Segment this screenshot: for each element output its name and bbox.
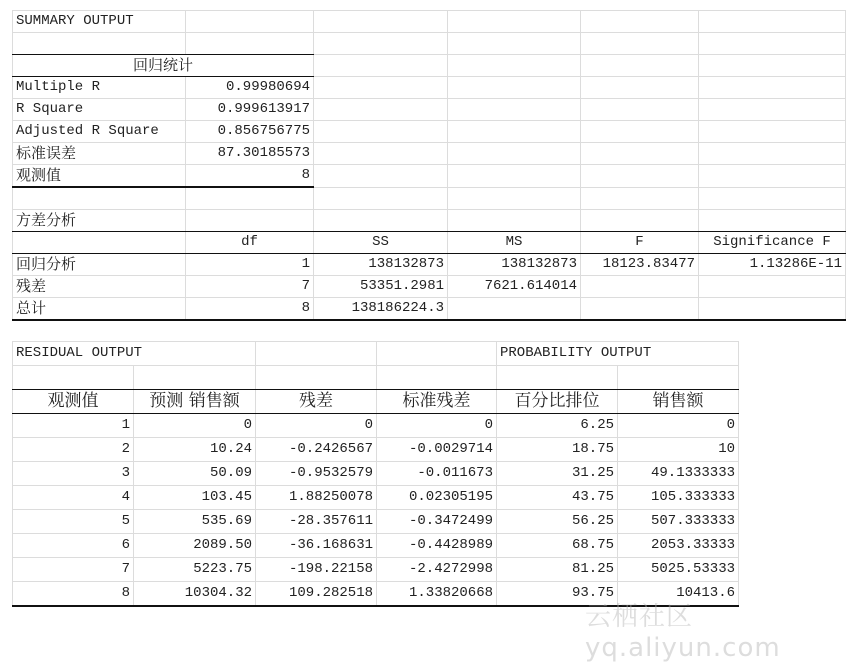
empty-cell[interactable] <box>13 366 134 390</box>
residual-value[interactable]: 93.75 <box>497 582 618 607</box>
residual-value[interactable]: 6.25 <box>497 414 618 438</box>
residual-value[interactable]: 109.282518 <box>256 582 377 607</box>
table-row <box>13 342 739 366</box>
table-row <box>13 534 739 558</box>
empty-cell[interactable] <box>699 210 846 232</box>
residual-value[interactable]: -198.22158 <box>256 558 377 582</box>
residual-header[interactable]: 标准残差 <box>377 390 497 414</box>
residual-value[interactable]: 10413.6 <box>618 582 739 607</box>
residual-value[interactable]: 2053.33333 <box>618 534 739 558</box>
empty-cell[interactable] <box>618 366 739 390</box>
residual-value[interactable]: 50.09 <box>134 462 256 486</box>
residual-value[interactable]: -36.168631 <box>256 534 377 558</box>
residual-value[interactable]: 2089.50 <box>134 534 256 558</box>
empty-cell[interactable] <box>581 33 699 55</box>
table-row <box>13 486 739 510</box>
residual-header[interactable]: 销售额 <box>618 390 739 414</box>
residual-value[interactable]: 0 <box>134 414 256 438</box>
empty-cell[interactable] <box>377 366 497 390</box>
table-row <box>13 77 846 99</box>
empty-cell[interactable] <box>256 366 377 390</box>
empty-cell[interactable] <box>377 342 497 366</box>
table-row <box>13 187 846 210</box>
table-row <box>13 276 846 298</box>
table-row <box>13 510 739 534</box>
empty-cell[interactable] <box>699 121 846 143</box>
anova-header[interactable]: MS <box>448 232 581 254</box>
residual-value[interactable]: 49.1333333 <box>618 462 739 486</box>
table-row <box>13 143 846 165</box>
empty-cell[interactable] <box>256 342 377 366</box>
anova-value[interactable]: 7621.614014 <box>448 276 581 298</box>
anova-row-label[interactable]: 残差 <box>13 276 186 298</box>
empty-cell[interactable] <box>448 187 581 210</box>
stat-value[interactable]: 0.856756775 <box>186 121 314 143</box>
stat-label[interactable]: 标准误差 <box>13 143 186 165</box>
empty-cell[interactable] <box>448 121 581 143</box>
anova-value[interactable] <box>699 276 846 298</box>
empty-cell[interactable] <box>581 55 699 77</box>
empty-cell[interactable] <box>699 55 846 77</box>
table-row <box>13 414 739 438</box>
table-row <box>13 438 739 462</box>
anova-value[interactable]: 18123.83477 <box>581 254 699 276</box>
empty-cell[interactable] <box>448 165 581 188</box>
anova-value[interactable]: 53351.2981 <box>314 276 448 298</box>
residual-value[interactable]: 43.75 <box>497 486 618 510</box>
empty-cell[interactable] <box>134 366 256 390</box>
residual-value[interactable]: 1 <box>13 414 134 438</box>
empty-cell[interactable] <box>186 210 314 232</box>
table-row <box>13 99 846 121</box>
empty-cell[interactable] <box>314 55 448 77</box>
residual-header[interactable]: 百分比排位 <box>497 390 618 414</box>
residual-header[interactable]: 预测 销售额 <box>134 390 256 414</box>
table-row <box>13 11 846 33</box>
table-row <box>13 390 739 414</box>
residual-value[interactable]: 5025.53333 <box>618 558 739 582</box>
empty-cell[interactable] <box>314 11 448 33</box>
residual-value[interactable]: -0.9532579 <box>256 462 377 486</box>
empty-cell[interactable] <box>314 165 448 188</box>
anova-row-label[interactable]: 总计 <box>13 298 186 321</box>
empty-cell[interactable] <box>699 77 846 99</box>
residual-value[interactable]: 2 <box>13 438 134 462</box>
anova-header[interactable]: SS <box>314 232 448 254</box>
residual-value[interactable]: 10.24 <box>134 438 256 462</box>
stat-label[interactable]: 观测值 <box>13 165 186 188</box>
empty-cell[interactable] <box>314 143 448 165</box>
stat-value[interactable]: 87.30185573 <box>186 143 314 165</box>
stat-value[interactable]: 0.99980694 <box>186 77 314 99</box>
residual-value[interactable]: 7 <box>13 558 134 582</box>
stat-label[interactable]: Multiple R <box>13 77 186 99</box>
table-row <box>13 298 846 321</box>
residual-value[interactable]: 535.69 <box>134 510 256 534</box>
residual-value[interactable]: -28.357611 <box>256 510 377 534</box>
empty-cell[interactable] <box>314 187 448 210</box>
empty-cell[interactable] <box>314 77 448 99</box>
summary-title[interactable]: SUMMARY OUTPUT <box>13 11 186 33</box>
empty-cell[interactable] <box>581 77 699 99</box>
anova-header[interactable]: Significance F <box>699 232 846 254</box>
table-row <box>13 366 739 390</box>
anova-value[interactable] <box>448 298 581 321</box>
residual-value[interactable]: 10304.32 <box>134 582 256 607</box>
table-row <box>13 232 846 254</box>
table-row <box>13 558 739 582</box>
residual-title[interactable]: RESIDUAL OUTPUT <box>13 342 256 366</box>
empty-cell[interactable] <box>448 55 581 77</box>
table-row <box>13 121 846 143</box>
residual-value[interactable]: -0.011673 <box>377 462 497 486</box>
empty-cell[interactable] <box>186 33 314 55</box>
stat-value[interactable]: 0.999613917 <box>186 99 314 121</box>
residual-value[interactable]: 3 <box>13 462 134 486</box>
empty-cell[interactable] <box>581 143 699 165</box>
residual-value[interactable]: 8 <box>13 582 134 607</box>
empty-cell[interactable] <box>448 33 581 55</box>
empty-cell[interactable] <box>699 187 846 210</box>
empty-cell[interactable] <box>581 187 699 210</box>
residual-value[interactable]: 10 <box>618 438 739 462</box>
residual-value[interactable]: 56.25 <box>497 510 618 534</box>
empty-cell[interactable] <box>581 99 699 121</box>
residual-value[interactable]: -0.4428989 <box>377 534 497 558</box>
anova-value[interactable] <box>581 298 699 321</box>
residual-value[interactable]: 5 <box>13 510 134 534</box>
residual-value[interactable]: -0.3472499 <box>377 510 497 534</box>
residual-value[interactable]: 18.75 <box>497 438 618 462</box>
residual-value[interactable]: -0.2426567 <box>256 438 377 462</box>
residual-value[interactable]: 0 <box>618 414 739 438</box>
stat-value[interactable]: 8 <box>186 165 314 188</box>
empty-cell[interactable] <box>314 210 448 232</box>
table-row <box>13 55 846 77</box>
empty-cell[interactable] <box>448 77 581 99</box>
residual-value[interactable]: 105.333333 <box>618 486 739 510</box>
empty-cell[interactable] <box>699 33 846 55</box>
residual-value[interactable]: 4 <box>13 486 134 510</box>
empty-cell[interactable] <box>186 11 314 33</box>
empty-cell[interactable] <box>13 33 186 55</box>
empty-cell[interactable] <box>699 165 846 188</box>
anova-value[interactable]: 1.13286E-11 <box>699 254 846 276</box>
residual-value[interactable]: 68.75 <box>497 534 618 558</box>
anova-title[interactable]: 方差分析 <box>13 210 186 232</box>
anova-value[interactable]: 1 <box>186 254 314 276</box>
residual-output-table <box>12 341 739 607</box>
stat-label[interactable]: R Square <box>13 99 186 121</box>
empty-cell[interactable] <box>186 187 314 210</box>
empty-cell[interactable] <box>314 33 448 55</box>
probability-title[interactable]: PROBABILITY OUTPUT <box>497 342 739 366</box>
residual-value[interactable]: 1.33820668 <box>377 582 497 607</box>
empty-cell[interactable] <box>581 165 699 188</box>
residual-value[interactable]: 6 <box>13 534 134 558</box>
residual-value[interactable]: -2.4272998 <box>377 558 497 582</box>
summary-output-table <box>12 10 846 321</box>
regression-stats-header[interactable]: 回归统计 <box>13 55 314 77</box>
anova-value[interactable]: 138132873 <box>448 254 581 276</box>
residual-value[interactable]: 31.25 <box>497 462 618 486</box>
empty-cell[interactable] <box>448 99 581 121</box>
anova-value[interactable] <box>581 276 699 298</box>
table-row <box>13 165 846 188</box>
residual-value[interactable]: 0 <box>256 414 377 438</box>
anova-header[interactable] <box>13 232 186 254</box>
table-row <box>13 462 739 486</box>
empty-cell[interactable] <box>13 187 186 210</box>
empty-cell[interactable] <box>699 143 846 165</box>
empty-cell[interactable] <box>314 121 448 143</box>
residual-header[interactable]: 观测值 <box>13 390 134 414</box>
residual-value[interactable]: 81.25 <box>497 558 618 582</box>
residual-header[interactable]: 残差 <box>256 390 377 414</box>
residual-value[interactable]: 507.333333 <box>618 510 739 534</box>
residual-value[interactable]: -0.0029714 <box>377 438 497 462</box>
anova-value[interactable]: 7 <box>186 276 314 298</box>
stat-label[interactable]: Adjusted R Square <box>13 121 186 143</box>
empty-cell[interactable] <box>314 99 448 121</box>
empty-cell[interactable] <box>699 11 846 33</box>
empty-cell[interactable] <box>448 11 581 33</box>
empty-cell[interactable] <box>448 210 581 232</box>
residual-value[interactable]: 5223.75 <box>134 558 256 582</box>
empty-cell[interactable] <box>448 143 581 165</box>
anova-value[interactable]: 138186224.3 <box>314 298 448 321</box>
anova-value[interactable]: 8 <box>186 298 314 321</box>
residual-value[interactable]: 0.02305195 <box>377 486 497 510</box>
empty-cell[interactable] <box>699 99 846 121</box>
table-row <box>13 254 846 276</box>
anova-row-label[interactable]: 回归分析 <box>13 254 186 276</box>
empty-cell[interactable] <box>581 121 699 143</box>
empty-cell[interactable] <box>581 210 699 232</box>
table-row <box>13 210 846 232</box>
anova-value[interactable]: 138132873 <box>314 254 448 276</box>
table-row <box>13 33 846 55</box>
anova-header[interactable]: F <box>581 232 699 254</box>
residual-value[interactable]: 0 <box>377 414 497 438</box>
anova-header[interactable]: df <box>186 232 314 254</box>
residual-value[interactable]: 1.88250078 <box>256 486 377 510</box>
empty-cell[interactable] <box>581 11 699 33</box>
anova-value[interactable] <box>699 298 846 321</box>
empty-cell[interactable] <box>497 366 618 390</box>
residual-value[interactable]: 103.45 <box>134 486 256 510</box>
watermark: 云栖社区 yq.aliyun.com <box>585 602 781 663</box>
